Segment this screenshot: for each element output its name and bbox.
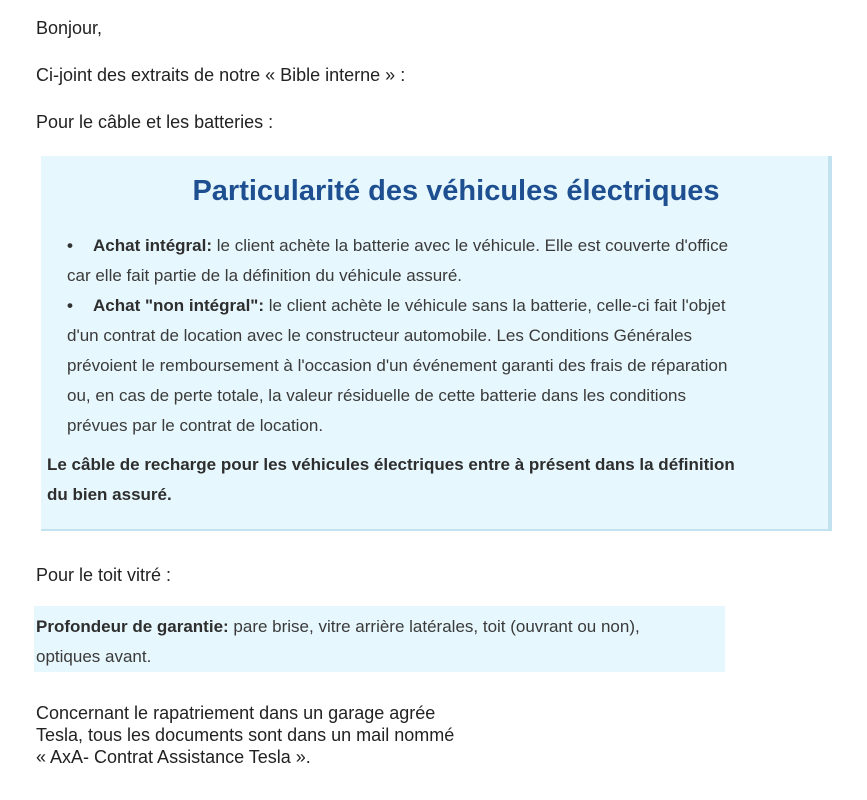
ev-particularity-panel (41, 156, 832, 531)
bullet-label: Achat "non intégral": (93, 296, 265, 315)
closing-line: Tesla, tous les documents sont dans un mail nommé (36, 725, 455, 745)
bullet-text: ou, en cas de perte totale, la valeur résiduelle de cette batterie dans les conditions (67, 386, 686, 405)
bullet-text: car elle fait partie de la définition du véhicule assuré. (67, 266, 463, 285)
bullet-item-achat-non-integral (67, 291, 817, 441)
bullet-text: d'un contrat de location avec le constructeur automobile. Les Conditions Générales (67, 326, 693, 345)
roof-coverage-text: pare brise, vitre arrière latérales, toit (ouvrant ou non), (228, 617, 640, 636)
charging-cable-note (47, 450, 827, 510)
roof-intro: Pour le toit vitré : (36, 565, 172, 585)
panel-title: Particularité des véhicules électriques (192, 175, 720, 207)
note-text: du bien assuré. (47, 485, 172, 504)
closing-line: « AxA- Contrat Assistance Tesla ». (36, 747, 311, 767)
closing-line: Concernant le rapatriement dans un garage agrée (36, 703, 436, 723)
bullet-text: prévoient le remboursement à l'occasion d'un événement garanti des frais de réparation (67, 356, 728, 375)
bullet-label: Achat intégral: (93, 236, 213, 255)
bullet-item-achat-integral (67, 231, 817, 291)
roof-coverage-text: optiques avant. (36, 647, 152, 666)
cable-battery-intro: Pour le câble et les batteries : (36, 112, 274, 132)
bullet-text: le client achète la batterie avec le véhicule. Elle est couverte d'office (212, 236, 729, 255)
bullet-dot-icon: • (67, 296, 73, 315)
email-greeting: Bonjour, (36, 18, 103, 38)
panel-bullet-list (67, 231, 817, 441)
roof-coverage-label: Profondeur de garantie: (36, 617, 229, 636)
note-text: Le câble de recharge pour les véhicules électriques entre à présent dans la définition (47, 455, 735, 474)
bullet-dot-icon: • (67, 236, 73, 255)
roof-coverage-box (34, 606, 725, 672)
bullet-text: le client achète le véhicule sans la batterie, celle-ci fait l'objet (264, 296, 726, 315)
email-closing (36, 702, 454, 768)
email-intro: Ci-joint des extraits de notre « Bible interne » : (36, 65, 406, 85)
bullet-text: prévues par le contrat de location. (67, 416, 324, 435)
